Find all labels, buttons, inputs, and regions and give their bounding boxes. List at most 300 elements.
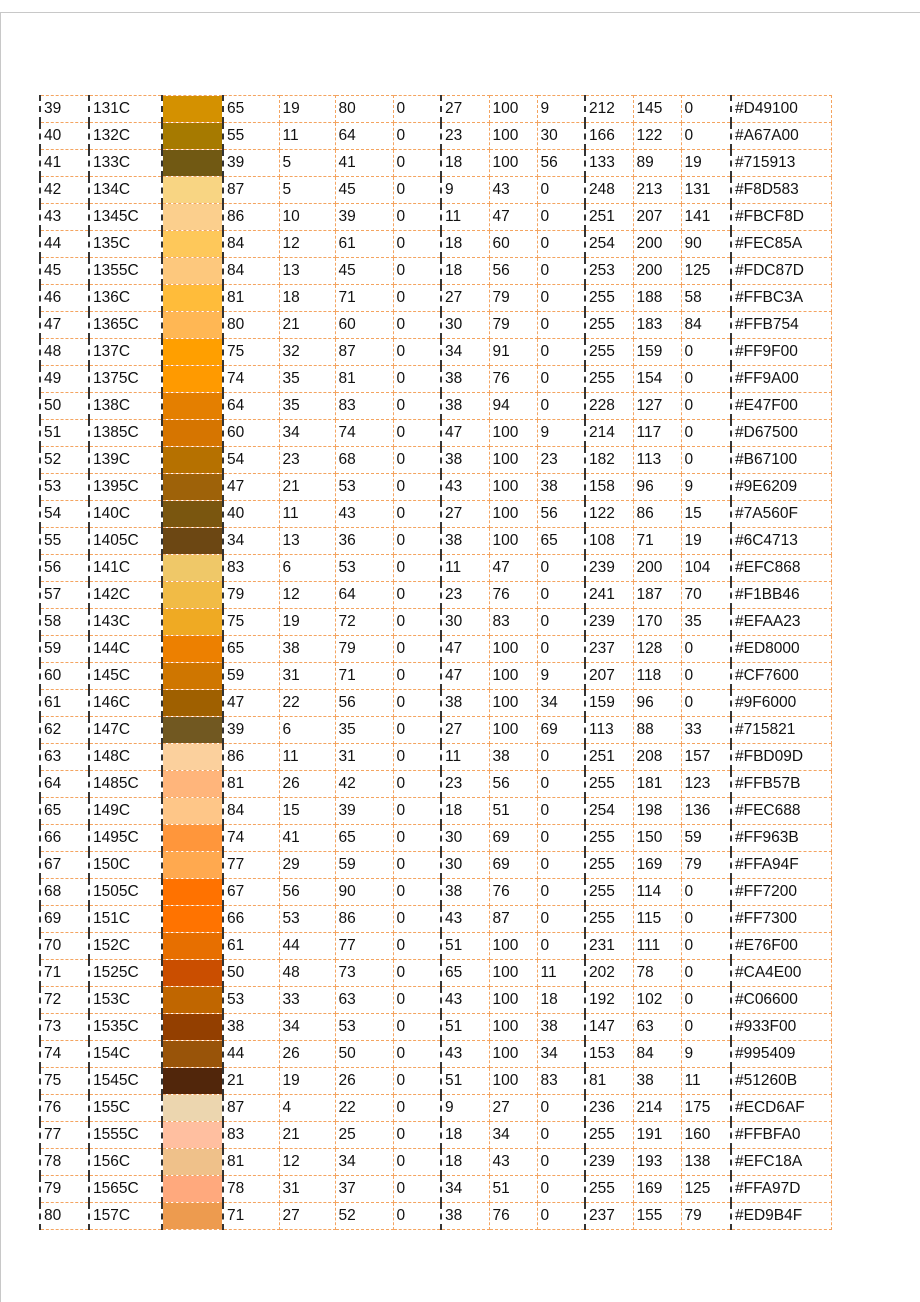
hex-cell: #FDC87D bbox=[731, 258, 831, 285]
index-cell: 52 bbox=[40, 447, 89, 474]
index-cell: 58 bbox=[40, 609, 89, 636]
table-row bbox=[40, 798, 831, 825]
blue-cell: 141 bbox=[681, 204, 731, 231]
yellow-cell: 53 bbox=[335, 474, 393, 501]
red-cell: 192 bbox=[585, 987, 633, 1014]
hex-cell: #E47F00 bbox=[731, 393, 831, 420]
hex-cell: #E76F00 bbox=[731, 933, 831, 960]
cyan-cell: 78 bbox=[223, 1176, 279, 1203]
magenta-cell: 48 bbox=[279, 960, 335, 987]
black-cell: 0 bbox=[393, 1041, 441, 1068]
blue-cell: 19 bbox=[681, 150, 731, 177]
hex-cell: #F8D583 bbox=[731, 177, 831, 204]
magenta-cell: 15 bbox=[279, 798, 335, 825]
green-cell: 88 bbox=[633, 717, 681, 744]
pantone-code-cell: 140C bbox=[89, 501, 162, 528]
color-swatch bbox=[162, 609, 223, 636]
red-cell: 214 bbox=[585, 420, 633, 447]
cyan-cell: 71 bbox=[223, 1203, 279, 1230]
yellow-cell: 80 bbox=[335, 96, 393, 123]
red-cell: 81 bbox=[585, 1068, 633, 1095]
cyan-cell: 81 bbox=[223, 285, 279, 312]
red-cell: 237 bbox=[585, 1203, 633, 1230]
black-cell: 0 bbox=[393, 933, 441, 960]
cyan-cell: 67 bbox=[223, 879, 279, 906]
red-cell: 182 bbox=[585, 447, 633, 474]
pantone-code-cell: 149C bbox=[89, 798, 162, 825]
value-b-cell: 100 bbox=[489, 96, 537, 123]
green-cell: 84 bbox=[633, 1041, 681, 1068]
red-cell: 239 bbox=[585, 555, 633, 582]
color-swatch bbox=[162, 690, 223, 717]
red-cell: 133 bbox=[585, 150, 633, 177]
index-cell: 65 bbox=[40, 798, 89, 825]
blue-cell: 0 bbox=[681, 960, 731, 987]
value-a-cell: 30 bbox=[441, 825, 489, 852]
table-row bbox=[40, 690, 831, 717]
page-top-rule bbox=[0, 12, 920, 13]
value-b-cell: 79 bbox=[489, 312, 537, 339]
value-a-cell: 23 bbox=[441, 582, 489, 609]
value-b-cell: 91 bbox=[489, 339, 537, 366]
black-cell: 0 bbox=[393, 1176, 441, 1203]
value-a-cell: 11 bbox=[441, 744, 489, 771]
table-row bbox=[40, 177, 831, 204]
magenta-cell: 38 bbox=[279, 636, 335, 663]
green-cell: 213 bbox=[633, 177, 681, 204]
yellow-cell: 41 bbox=[335, 150, 393, 177]
blue-cell: 79 bbox=[681, 1203, 731, 1230]
value-b-cell: 76 bbox=[489, 582, 537, 609]
value-b-cell: 56 bbox=[489, 771, 537, 798]
value-b-cell: 60 bbox=[489, 231, 537, 258]
table-row bbox=[40, 1041, 831, 1068]
value-c-cell: 0 bbox=[537, 609, 585, 636]
yellow-cell: 63 bbox=[335, 987, 393, 1014]
value-b-cell: 100 bbox=[489, 420, 537, 447]
cyan-cell: 39 bbox=[223, 717, 279, 744]
black-cell: 0 bbox=[393, 879, 441, 906]
color-swatch bbox=[162, 1041, 223, 1068]
value-b-cell: 38 bbox=[489, 744, 537, 771]
yellow-cell: 39 bbox=[335, 798, 393, 825]
table-row bbox=[40, 852, 831, 879]
color-swatch bbox=[162, 312, 223, 339]
pantone-code-cell: 1375C bbox=[89, 366, 162, 393]
blue-cell: 0 bbox=[681, 96, 731, 123]
color-swatch bbox=[162, 231, 223, 258]
color-table bbox=[39, 95, 832, 1230]
yellow-cell: 86 bbox=[335, 906, 393, 933]
pantone-code-cell: 1545C bbox=[89, 1068, 162, 1095]
blue-cell: 15 bbox=[681, 501, 731, 528]
value-c-cell: 0 bbox=[537, 258, 585, 285]
color-swatch bbox=[162, 204, 223, 231]
index-cell: 75 bbox=[40, 1068, 89, 1095]
index-cell: 47 bbox=[40, 312, 89, 339]
magenta-cell: 33 bbox=[279, 987, 335, 1014]
value-a-cell: 23 bbox=[441, 771, 489, 798]
blue-cell: 59 bbox=[681, 825, 731, 852]
table-row bbox=[40, 231, 831, 258]
value-c-cell: 0 bbox=[537, 393, 585, 420]
yellow-cell: 43 bbox=[335, 501, 393, 528]
table-row bbox=[40, 528, 831, 555]
pantone-code-cell: 141C bbox=[89, 555, 162, 582]
value-b-cell: 69 bbox=[489, 825, 537, 852]
value-b-cell: 43 bbox=[489, 177, 537, 204]
cyan-cell: 38 bbox=[223, 1014, 279, 1041]
magenta-cell: 29 bbox=[279, 852, 335, 879]
hex-cell: #715913 bbox=[731, 150, 831, 177]
value-b-cell: 100 bbox=[489, 690, 537, 717]
green-cell: 191 bbox=[633, 1122, 681, 1149]
black-cell: 0 bbox=[393, 393, 441, 420]
red-cell: 147 bbox=[585, 1014, 633, 1041]
blue-cell: 9 bbox=[681, 1041, 731, 1068]
black-cell: 0 bbox=[393, 636, 441, 663]
magenta-cell: 11 bbox=[279, 123, 335, 150]
hex-cell: #FF9F00 bbox=[731, 339, 831, 366]
table-row bbox=[40, 636, 831, 663]
cyan-cell: 83 bbox=[223, 1122, 279, 1149]
magenta-cell: 21 bbox=[279, 1122, 335, 1149]
color-swatch bbox=[162, 798, 223, 825]
table-row bbox=[40, 204, 831, 231]
green-cell: 154 bbox=[633, 366, 681, 393]
yellow-cell: 37 bbox=[335, 1176, 393, 1203]
black-cell: 0 bbox=[393, 555, 441, 582]
yellow-cell: 42 bbox=[335, 771, 393, 798]
green-cell: 207 bbox=[633, 204, 681, 231]
value-b-cell: 100 bbox=[489, 123, 537, 150]
value-b-cell: 27 bbox=[489, 1095, 537, 1122]
blue-cell: 33 bbox=[681, 717, 731, 744]
hex-cell: #FEC85A bbox=[731, 231, 831, 258]
table-row bbox=[40, 744, 831, 771]
value-b-cell: 100 bbox=[489, 474, 537, 501]
green-cell: 208 bbox=[633, 744, 681, 771]
green-cell: 122 bbox=[633, 123, 681, 150]
black-cell: 0 bbox=[393, 1068, 441, 1095]
table-row bbox=[40, 825, 831, 852]
blue-cell: 0 bbox=[681, 987, 731, 1014]
cyan-cell: 40 bbox=[223, 501, 279, 528]
color-swatch bbox=[162, 366, 223, 393]
table-row bbox=[40, 96, 831, 123]
table-row bbox=[40, 258, 831, 285]
green-cell: 115 bbox=[633, 906, 681, 933]
magenta-cell: 53 bbox=[279, 906, 335, 933]
index-cell: 62 bbox=[40, 717, 89, 744]
magenta-cell: 22 bbox=[279, 690, 335, 717]
value-c-cell: 0 bbox=[537, 825, 585, 852]
value-a-cell: 27 bbox=[441, 96, 489, 123]
magenta-cell: 35 bbox=[279, 366, 335, 393]
magenta-cell: 5 bbox=[279, 177, 335, 204]
black-cell: 0 bbox=[393, 1095, 441, 1122]
table-row bbox=[40, 906, 831, 933]
yellow-cell: 90 bbox=[335, 879, 393, 906]
yellow-cell: 64 bbox=[335, 582, 393, 609]
value-b-cell: 79 bbox=[489, 285, 537, 312]
value-c-cell: 9 bbox=[537, 96, 585, 123]
pantone-code-cell: 1505C bbox=[89, 879, 162, 906]
cyan-cell: 81 bbox=[223, 1149, 279, 1176]
cyan-cell: 87 bbox=[223, 177, 279, 204]
value-c-cell: 0 bbox=[537, 555, 585, 582]
green-cell: 128 bbox=[633, 636, 681, 663]
table-row bbox=[40, 312, 831, 339]
value-a-cell: 30 bbox=[441, 312, 489, 339]
cyan-cell: 50 bbox=[223, 960, 279, 987]
pantone-code-cell: 134C bbox=[89, 177, 162, 204]
yellow-cell: 35 bbox=[335, 717, 393, 744]
value-b-cell: 76 bbox=[489, 879, 537, 906]
pantone-code-cell: 1395C bbox=[89, 474, 162, 501]
magenta-cell: 12 bbox=[279, 231, 335, 258]
pantone-code-cell: 1535C bbox=[89, 1014, 162, 1041]
table-row bbox=[40, 447, 831, 474]
color-swatch bbox=[162, 150, 223, 177]
red-cell: 253 bbox=[585, 258, 633, 285]
cyan-cell: 61 bbox=[223, 933, 279, 960]
pantone-code-cell: 157C bbox=[89, 1203, 162, 1230]
hex-cell: #CA4E00 bbox=[731, 960, 831, 987]
blue-cell: 0 bbox=[681, 1014, 731, 1041]
blue-cell: 0 bbox=[681, 366, 731, 393]
magenta-cell: 26 bbox=[279, 771, 335, 798]
color-swatch bbox=[162, 879, 223, 906]
table-row bbox=[40, 960, 831, 987]
yellow-cell: 34 bbox=[335, 1149, 393, 1176]
green-cell: 193 bbox=[633, 1149, 681, 1176]
index-cell: 61 bbox=[40, 690, 89, 717]
hex-cell: #FF7300 bbox=[731, 906, 831, 933]
value-a-cell: 47 bbox=[441, 636, 489, 663]
red-cell: 237 bbox=[585, 636, 633, 663]
index-cell: 79 bbox=[40, 1176, 89, 1203]
value-c-cell: 56 bbox=[537, 501, 585, 528]
magenta-cell: 13 bbox=[279, 258, 335, 285]
value-a-cell: 51 bbox=[441, 1068, 489, 1095]
hex-cell: #FF7200 bbox=[731, 879, 831, 906]
color-swatch bbox=[162, 393, 223, 420]
yellow-cell: 22 bbox=[335, 1095, 393, 1122]
value-b-cell: 51 bbox=[489, 798, 537, 825]
blue-cell: 157 bbox=[681, 744, 731, 771]
yellow-cell: 59 bbox=[335, 852, 393, 879]
magenta-cell: 5 bbox=[279, 150, 335, 177]
value-a-cell: 30 bbox=[441, 609, 489, 636]
value-a-cell: 38 bbox=[441, 393, 489, 420]
pantone-code-cell: 147C bbox=[89, 717, 162, 744]
table-row bbox=[40, 393, 831, 420]
pantone-code-cell: 143C bbox=[89, 609, 162, 636]
table-row bbox=[40, 1149, 831, 1176]
blue-cell: 125 bbox=[681, 1176, 731, 1203]
value-b-cell: 76 bbox=[489, 366, 537, 393]
cyan-cell: 47 bbox=[223, 474, 279, 501]
color-swatch bbox=[162, 555, 223, 582]
black-cell: 0 bbox=[393, 852, 441, 879]
index-cell: 46 bbox=[40, 285, 89, 312]
black-cell: 0 bbox=[393, 528, 441, 555]
blue-cell: 19 bbox=[681, 528, 731, 555]
value-b-cell: 100 bbox=[489, 663, 537, 690]
green-cell: 200 bbox=[633, 258, 681, 285]
table-row bbox=[40, 1068, 831, 1095]
black-cell: 0 bbox=[393, 312, 441, 339]
green-cell: 117 bbox=[633, 420, 681, 447]
green-cell: 71 bbox=[633, 528, 681, 555]
value-c-cell: 0 bbox=[537, 204, 585, 231]
blue-cell: 90 bbox=[681, 231, 731, 258]
green-cell: 183 bbox=[633, 312, 681, 339]
index-cell: 41 bbox=[40, 150, 89, 177]
color-swatch bbox=[162, 1176, 223, 1203]
hex-cell: #FF9A00 bbox=[731, 366, 831, 393]
blue-cell: 136 bbox=[681, 798, 731, 825]
magenta-cell: 12 bbox=[279, 582, 335, 609]
green-cell: 170 bbox=[633, 609, 681, 636]
red-cell: 236 bbox=[585, 1095, 633, 1122]
value-a-cell: 38 bbox=[441, 528, 489, 555]
cyan-cell: 74 bbox=[223, 366, 279, 393]
table-row bbox=[40, 987, 831, 1014]
black-cell: 0 bbox=[393, 474, 441, 501]
value-b-cell: 56 bbox=[489, 258, 537, 285]
color-swatch bbox=[162, 825, 223, 852]
table-row bbox=[40, 717, 831, 744]
magenta-cell: 31 bbox=[279, 663, 335, 690]
yellow-cell: 68 bbox=[335, 447, 393, 474]
magenta-cell: 12 bbox=[279, 1149, 335, 1176]
color-swatch bbox=[162, 528, 223, 555]
red-cell: 239 bbox=[585, 609, 633, 636]
index-cell: 43 bbox=[40, 204, 89, 231]
pantone-code-cell: 155C bbox=[89, 1095, 162, 1122]
pantone-code-cell: 139C bbox=[89, 447, 162, 474]
index-cell: 77 bbox=[40, 1122, 89, 1149]
value-b-cell: 100 bbox=[489, 987, 537, 1014]
blue-cell: 0 bbox=[681, 447, 731, 474]
table-row bbox=[40, 150, 831, 177]
blue-cell: 0 bbox=[681, 690, 731, 717]
yellow-cell: 87 bbox=[335, 339, 393, 366]
hex-cell: #ED9B4F bbox=[731, 1203, 831, 1230]
value-a-cell: 47 bbox=[441, 420, 489, 447]
index-cell: 73 bbox=[40, 1014, 89, 1041]
blue-cell: 160 bbox=[681, 1122, 731, 1149]
red-cell: 255 bbox=[585, 285, 633, 312]
hex-cell: #FBD09D bbox=[731, 744, 831, 771]
blue-cell: 123 bbox=[681, 771, 731, 798]
value-a-cell: 43 bbox=[441, 906, 489, 933]
value-c-cell: 0 bbox=[537, 1176, 585, 1203]
black-cell: 0 bbox=[393, 771, 441, 798]
pantone-code-cell: 144C bbox=[89, 636, 162, 663]
value-c-cell: 0 bbox=[537, 906, 585, 933]
value-a-cell: 34 bbox=[441, 339, 489, 366]
hex-cell: #C06600 bbox=[731, 987, 831, 1014]
black-cell: 0 bbox=[393, 906, 441, 933]
color-swatch bbox=[162, 771, 223, 798]
value-a-cell: 18 bbox=[441, 1122, 489, 1149]
blue-cell: 0 bbox=[681, 393, 731, 420]
blue-cell: 0 bbox=[681, 906, 731, 933]
magenta-cell: 11 bbox=[279, 744, 335, 771]
value-b-cell: 100 bbox=[489, 528, 537, 555]
pantone-code-cell: 1405C bbox=[89, 528, 162, 555]
red-cell: 166 bbox=[585, 123, 633, 150]
color-swatch bbox=[162, 663, 223, 690]
value-c-cell: 0 bbox=[537, 1149, 585, 1176]
pantone-code-cell: 146C bbox=[89, 690, 162, 717]
value-b-cell: 100 bbox=[489, 150, 537, 177]
value-b-cell: 34 bbox=[489, 1122, 537, 1149]
cyan-cell: 47 bbox=[223, 690, 279, 717]
value-a-cell: 51 bbox=[441, 1014, 489, 1041]
cyan-cell: 86 bbox=[223, 204, 279, 231]
pantone-code-cell: 1355C bbox=[89, 258, 162, 285]
yellow-cell: 65 bbox=[335, 825, 393, 852]
color-swatch bbox=[162, 123, 223, 150]
value-b-cell: 100 bbox=[489, 636, 537, 663]
green-cell: 111 bbox=[633, 933, 681, 960]
yellow-cell: 45 bbox=[335, 177, 393, 204]
table-row bbox=[40, 1203, 831, 1230]
index-cell: 48 bbox=[40, 339, 89, 366]
value-a-cell: 27 bbox=[441, 501, 489, 528]
green-cell: 127 bbox=[633, 393, 681, 420]
red-cell: 113 bbox=[585, 717, 633, 744]
magenta-cell: 56 bbox=[279, 879, 335, 906]
color-swatch bbox=[162, 960, 223, 987]
index-cell: 64 bbox=[40, 771, 89, 798]
pantone-code-cell: 1365C bbox=[89, 312, 162, 339]
cyan-cell: 75 bbox=[223, 339, 279, 366]
index-cell: 42 bbox=[40, 177, 89, 204]
red-cell: 255 bbox=[585, 366, 633, 393]
yellow-cell: 64 bbox=[335, 123, 393, 150]
red-cell: 248 bbox=[585, 177, 633, 204]
index-cell: 63 bbox=[40, 744, 89, 771]
cyan-cell: 83 bbox=[223, 555, 279, 582]
index-cell: 70 bbox=[40, 933, 89, 960]
blue-cell: 35 bbox=[681, 609, 731, 636]
hex-cell: #715821 bbox=[731, 717, 831, 744]
index-cell: 76 bbox=[40, 1095, 89, 1122]
color-swatch bbox=[162, 582, 223, 609]
value-a-cell: 38 bbox=[441, 447, 489, 474]
index-cell: 68 bbox=[40, 879, 89, 906]
value-c-cell: 0 bbox=[537, 582, 585, 609]
red-cell: 122 bbox=[585, 501, 633, 528]
green-cell: 96 bbox=[633, 474, 681, 501]
red-cell: 159 bbox=[585, 690, 633, 717]
table-row bbox=[40, 1122, 831, 1149]
blue-cell: 9 bbox=[681, 474, 731, 501]
value-b-cell: 47 bbox=[489, 204, 537, 231]
cyan-cell: 74 bbox=[223, 825, 279, 852]
magenta-cell: 23 bbox=[279, 447, 335, 474]
color-swatch bbox=[162, 1122, 223, 1149]
black-cell: 0 bbox=[393, 258, 441, 285]
pantone-code-cell: 1495C bbox=[89, 825, 162, 852]
yellow-cell: 60 bbox=[335, 312, 393, 339]
value-a-cell: 51 bbox=[441, 933, 489, 960]
